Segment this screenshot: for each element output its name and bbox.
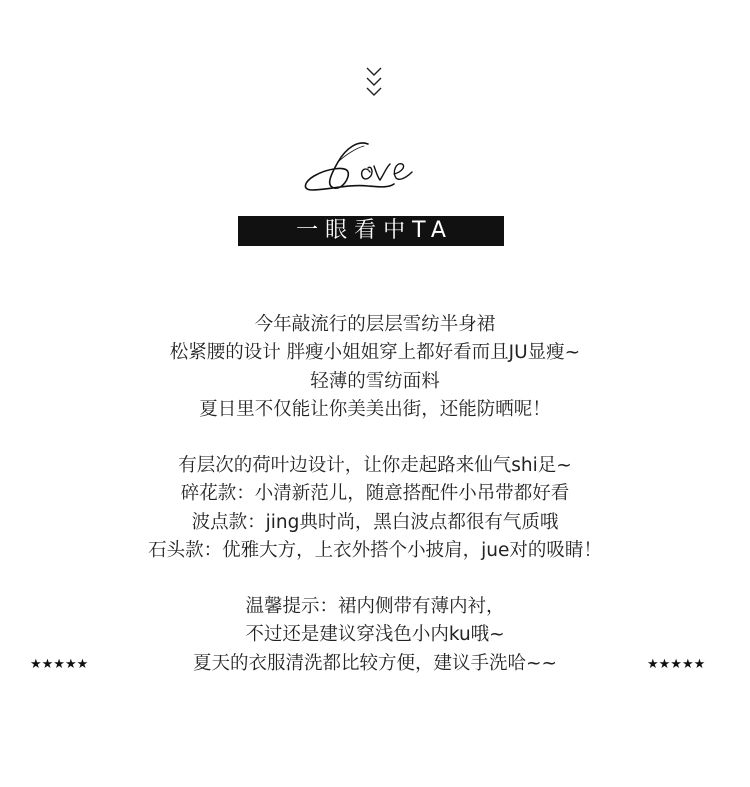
text-line: 波点款：jing典时尚，黑白波点都很有气质哦 xyxy=(191,511,559,533)
description-block-1 xyxy=(0,311,750,424)
triple-chevron-down-icon xyxy=(364,66,384,98)
tag-banner xyxy=(238,216,504,246)
love-script-logo xyxy=(298,138,448,200)
description-block-2 xyxy=(0,452,750,565)
text-line: 夏天的衣服清洗都比较方便，建议手洗哈~~ xyxy=(192,652,557,674)
text-line: 石头款：优雅大方，上衣外搭个小披肩，jue对的吸睛！ xyxy=(148,539,602,561)
text-line: 有层次的荷叶边设计，让你走起路来仙气shi足~ xyxy=(178,455,572,476)
text-line: 松紧腰的设计 胖瘦小姐姐穿上都好看而且JU显瘦~ xyxy=(169,342,581,364)
text-line: 夏日里不仅能让你美美出街，还能防晒呢！ xyxy=(199,398,551,420)
text-line: 碎花款：小清新范儿，随意搭配件小吊带都好看 xyxy=(180,483,570,505)
text-line: 轻薄的雪纺面料 xyxy=(310,370,440,392)
tag-label: 一眼看中TA xyxy=(296,218,453,243)
text-line: 今年敲流行的层层雪纺半身裙 xyxy=(254,314,496,335)
text-line: 温馨提示：裙内侧带有薄内衬， xyxy=(245,596,505,617)
star-rating-right-icon: ★★★★★ xyxy=(647,657,706,672)
star-rating-left-icon: ★★★★★ xyxy=(30,657,89,672)
text-line: 不过还是建议穿浅色小内ku哦~ xyxy=(245,624,505,646)
care-tips-block xyxy=(0,593,750,678)
